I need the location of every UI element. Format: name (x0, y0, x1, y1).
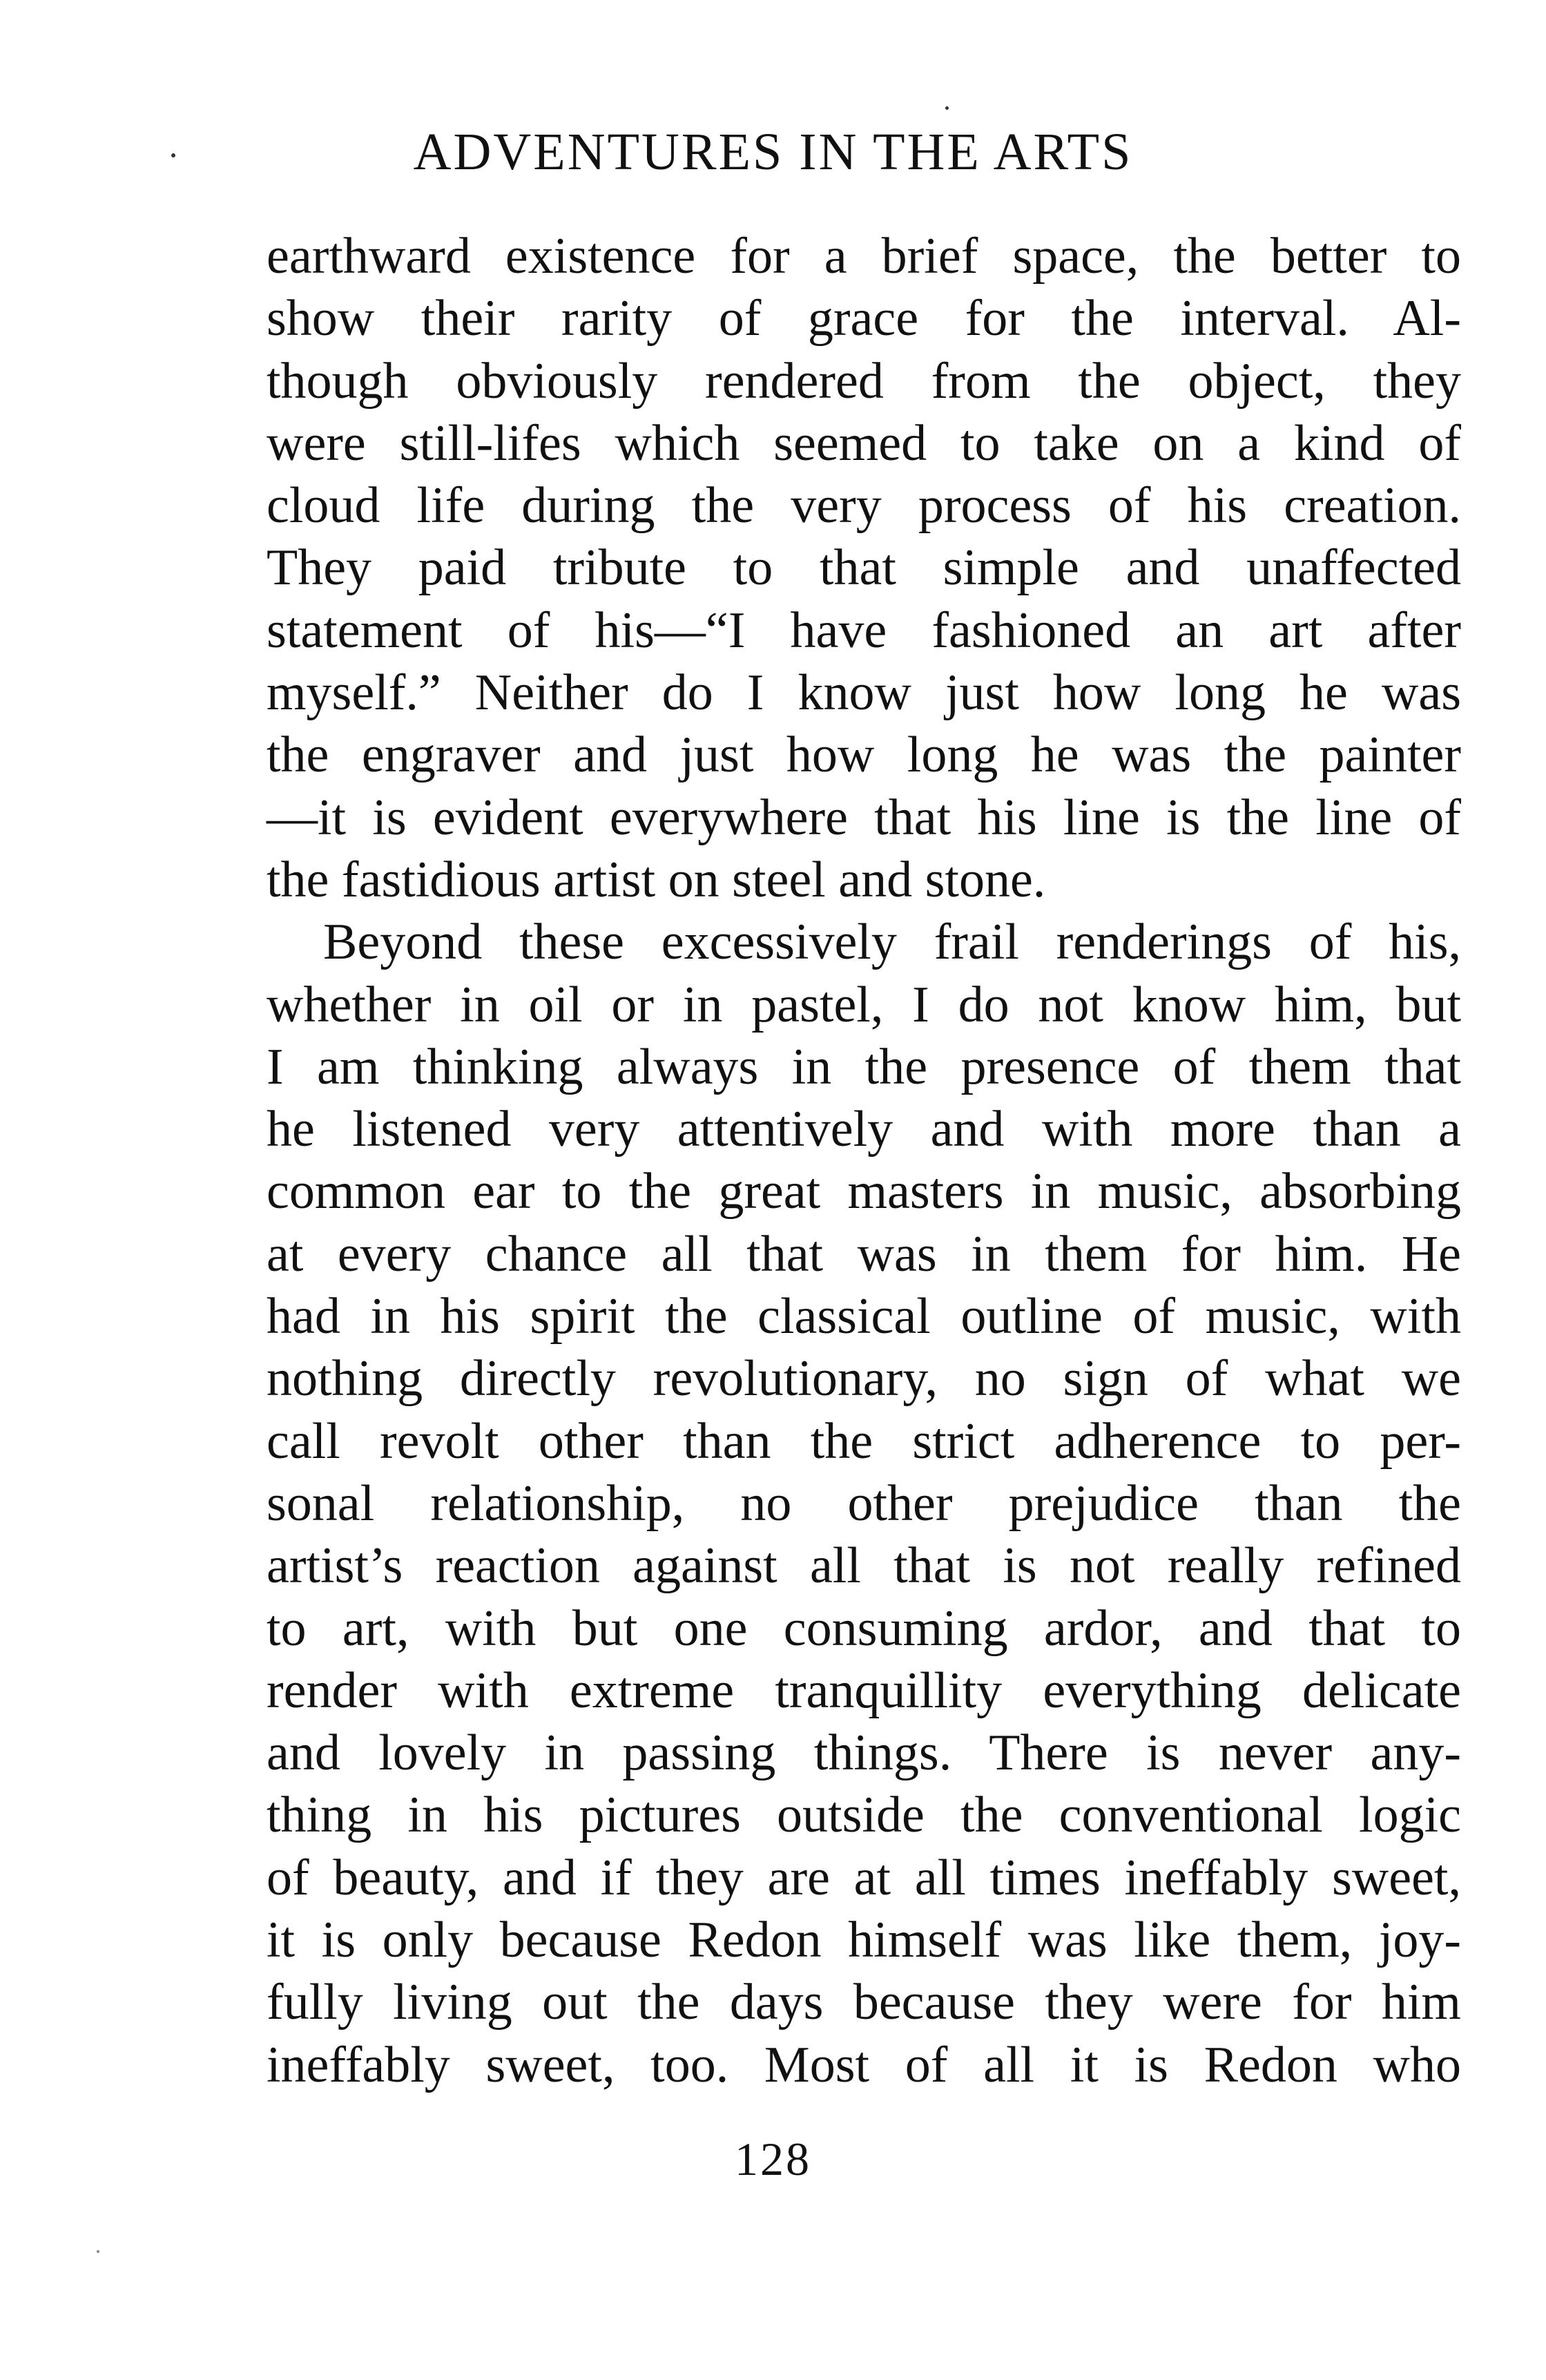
text-line: earthward existence for a brief space, the better to (267, 228, 1461, 285)
page-number: 128 (735, 2133, 811, 2185)
text-line: and lovely in passing things. There is never any- (267, 1725, 1461, 1782)
body-text (267, 225, 1461, 2096)
text-line: I am thinking always in the presence of them that (267, 1038, 1461, 1095)
paragraph-first-line: Beyond these excessively frail renderings of his, (323, 914, 1461, 971)
text-line: it is only because Redon himself was like them, joy- (267, 1912, 1461, 1969)
text-line: thing in his pictures outside the conventional logic (267, 1787, 1461, 1844)
text-line: at every chance all that was in them for him. He (267, 1225, 1461, 1283)
text-line: sonal relationship, no other prejudice than the (267, 1475, 1461, 1532)
ink-speck (945, 106, 949, 110)
text-line: show their rarity of grace for the interval. Al- (267, 290, 1461, 347)
text-line: were still-lifes which seemed to take on a kind of (267, 414, 1461, 472)
text-line: call revolt other than the strict adherence to per- (267, 1412, 1461, 1470)
text-line: render with extreme tranquillity everything delicate (267, 1662, 1461, 1719)
text-line: though obviously rendered from the object, they (267, 352, 1461, 410)
text-line: artist’s reaction against all that is not really refined (267, 1537, 1461, 1595)
text-line: he listened very attentively and with more than a (267, 1101, 1461, 1158)
text-line: statement of his—“I have fashioned an art after (267, 602, 1461, 659)
text-line: cloud life during the very process of his creation. (267, 477, 1461, 535)
text-line: to art, with but one consuming ardor, and that to (267, 1600, 1461, 1657)
text-line: common ear to the great masters in music, absorbing (267, 1163, 1461, 1220)
ink-speck (97, 2250, 99, 2253)
text-line: of beauty, and if they are at all times ineffably sweet, (267, 1849, 1461, 1906)
text-line: whether in oil or in pastel, I do not know him, but (267, 976, 1461, 1033)
text-line: ineffably sweet, too. Most of all it is Redon who (267, 2036, 1461, 2093)
text-line: the engraver and just how long he was the painter (267, 727, 1461, 784)
text-line: fully living out the days because they were for him (267, 1974, 1461, 2031)
running-head: ADVENTURES IN THE ARTS (413, 123, 1133, 181)
text-line: —it is evident everywhere that his line is the line of (267, 789, 1461, 846)
text-line: They paid tribute to that simple and unaffected (267, 539, 1461, 597)
text-line: had in his spirit the classical outline of music, with (267, 1288, 1461, 1345)
paragraph-last-line: the fastidious artist on steel and stone. (267, 851, 1046, 908)
text-line: nothing directly revolutionary, no sign of what we (267, 1350, 1461, 1408)
text-line: myself.” Neither do I know just how long he was (267, 664, 1461, 722)
